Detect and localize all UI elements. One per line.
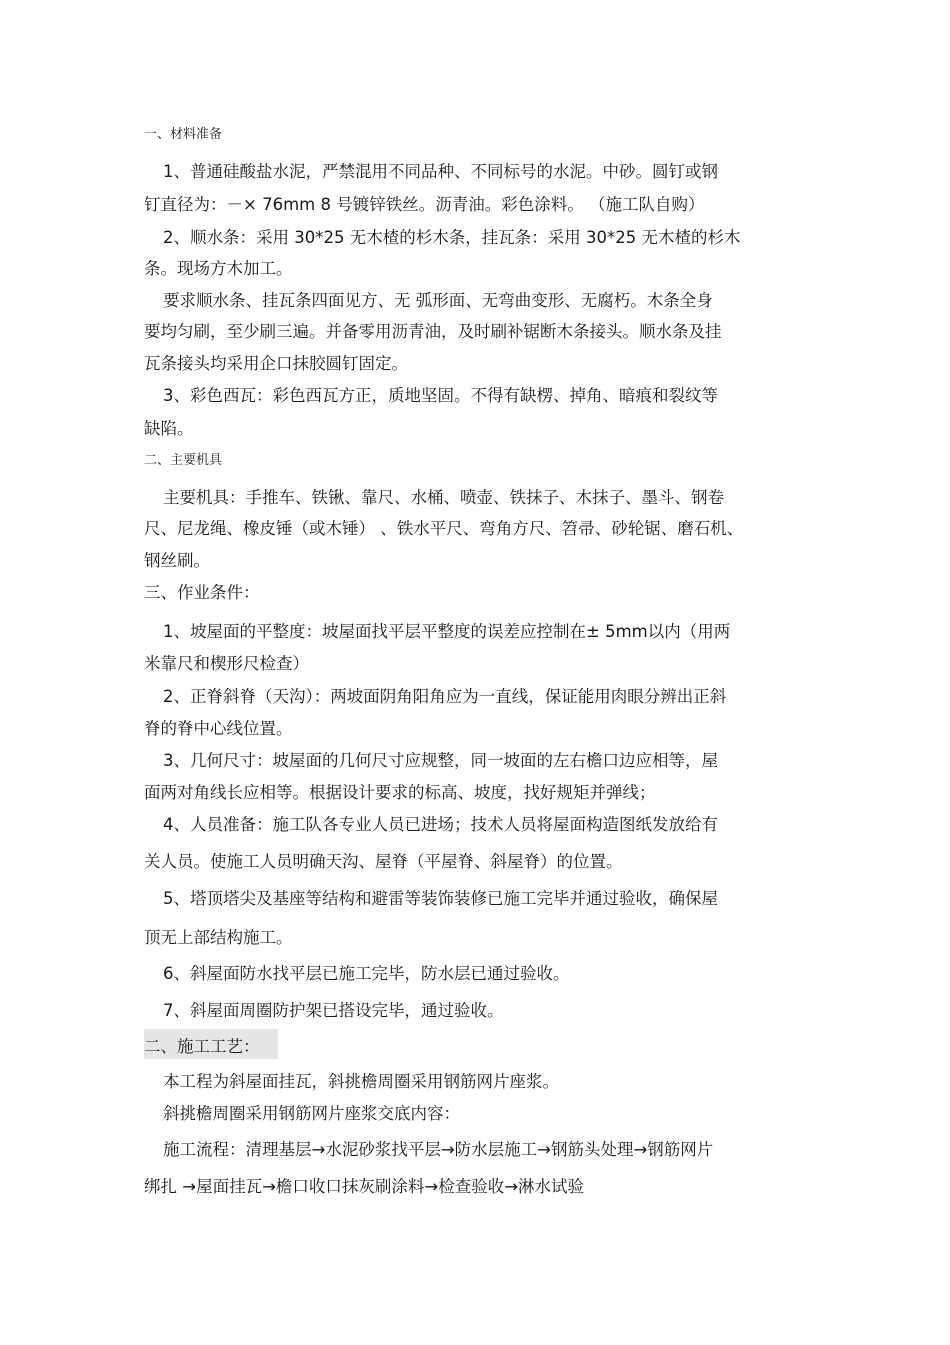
section-heading-process: 二、施工工艺： bbox=[144, 1037, 260, 1056]
paragraph-line: 尺、尼龙绳、橡皮锤（或木锤） 、铁水平尺、弯角方尺、笤帚、砂轮锯、磨石机、 bbox=[144, 519, 744, 538]
paragraph-line: 4、人员准备：施工队各专业人员已进场；技术人员将屋面构造图纸发放给有 bbox=[163, 815, 718, 834]
paragraph-line: 米靠尺和楔形尺检查） bbox=[144, 654, 309, 673]
paragraph-line: 要求顺水条、挂瓦条四面见方、无 弧形面、无弯曲变形、无腐朽。木条全身 bbox=[163, 291, 713, 310]
section-heading-materials: 一、材料准备 bbox=[144, 127, 223, 142]
paragraph-line: 瓦条接头均采用企口抹胶圆钉固定。 bbox=[144, 354, 408, 373]
paragraph-line: 1、坡屋面的平整度：坡屋面找平层平整度的误差应控制在± 5mm以内（用两 bbox=[163, 622, 731, 641]
paragraph-line: 5、塔顶塔尖及基座等结构和避雷等装饰装修已施工完毕并通过验收，确保屋 bbox=[163, 889, 718, 908]
paragraph-line: 主要机具：手推车、铁锹、靠尺、水桶、喷壶、铁抹子、木抹子、墨斗、钢卷 bbox=[163, 488, 724, 507]
paragraph-line: 斜挑檐周圈采用钢筋网片座浆交底内容： bbox=[163, 1104, 460, 1123]
paragraph-line: 1、普通硅酸盐水泥，严禁混用不同品种、不同标号的水泥。中砂。圆钉或钢 bbox=[163, 162, 718, 181]
section-heading-conditions: 三、作业条件： bbox=[144, 583, 260, 602]
paragraph-line: 2、正脊斜脊（天沟）：两坡面阴角阳角应为一直线，保证能用肉眼分辨出正斜 bbox=[163, 687, 727, 706]
paragraph-line: 缺陷。 bbox=[144, 419, 194, 438]
paragraph-line: 条。现场方木加工。 bbox=[144, 259, 293, 278]
paragraph-line: 脊的脊中心线位置。 bbox=[144, 719, 293, 738]
paragraph-line: 钉直径为：－× 76mm 8 号镀锌铁丝。沥青油。彩色涂料。 （施工队自购） bbox=[144, 195, 705, 214]
paragraph-line: 要均匀刷，至少刷三遍。并备零用沥青油，及时刷补锯断木条接头。顺水条及挂 bbox=[144, 322, 722, 341]
paragraph-line: 3、几何尺寸：坡屋面的几何尺寸应规整，同一坡面的左右檐口边应相等，屋 bbox=[163, 751, 718, 770]
paragraph-line: 本工程为斜屋面挂瓦，斜挑檐周圈采用钢筋网片座浆。 bbox=[163, 1072, 559, 1091]
paragraph-line: 顶无上部结构施工。 bbox=[144, 928, 293, 947]
paragraph-line: 钢丝刷。 bbox=[144, 551, 210, 570]
paragraph-line: 施工流程：清理基层→水泥砂浆找平层→防水层施工→钢筋头处理→钢筋网片 bbox=[163, 1140, 714, 1159]
paragraph-line: 面两对角线长应相等。根据设计要求的标高、坡度，找好规矩并弹线； bbox=[144, 783, 656, 802]
paragraph-line: 关人员。使施工人员明确天沟、屋脊（平屋脊、斜屋脊）的位置。 bbox=[144, 852, 623, 871]
section-heading-tools: 二、主要机具 bbox=[144, 453, 223, 468]
paragraph-line: 6、斜屋面防水找平层已施工完毕，防水层已通过验收。 bbox=[163, 964, 570, 983]
paragraph-line: 2、顺水条：采用 30*25 无木楂的杉木条，挂瓦条：采用 30*25 无木楂的杉木 bbox=[163, 228, 741, 247]
paragraph-line: 绑扎 →屋面挂瓦→檐口收口抹灰刷涂料→检查验收→淋水试验 bbox=[144, 1177, 585, 1196]
paragraph-line: 3、彩色西瓦：彩色西瓦方正，质地坚固。不得有缺楞、掉角、暗痕和裂纹等 bbox=[163, 386, 718, 405]
paragraph-line: 7、斜屋面周圈防护架已搭设完毕，通过验收。 bbox=[163, 1001, 504, 1020]
